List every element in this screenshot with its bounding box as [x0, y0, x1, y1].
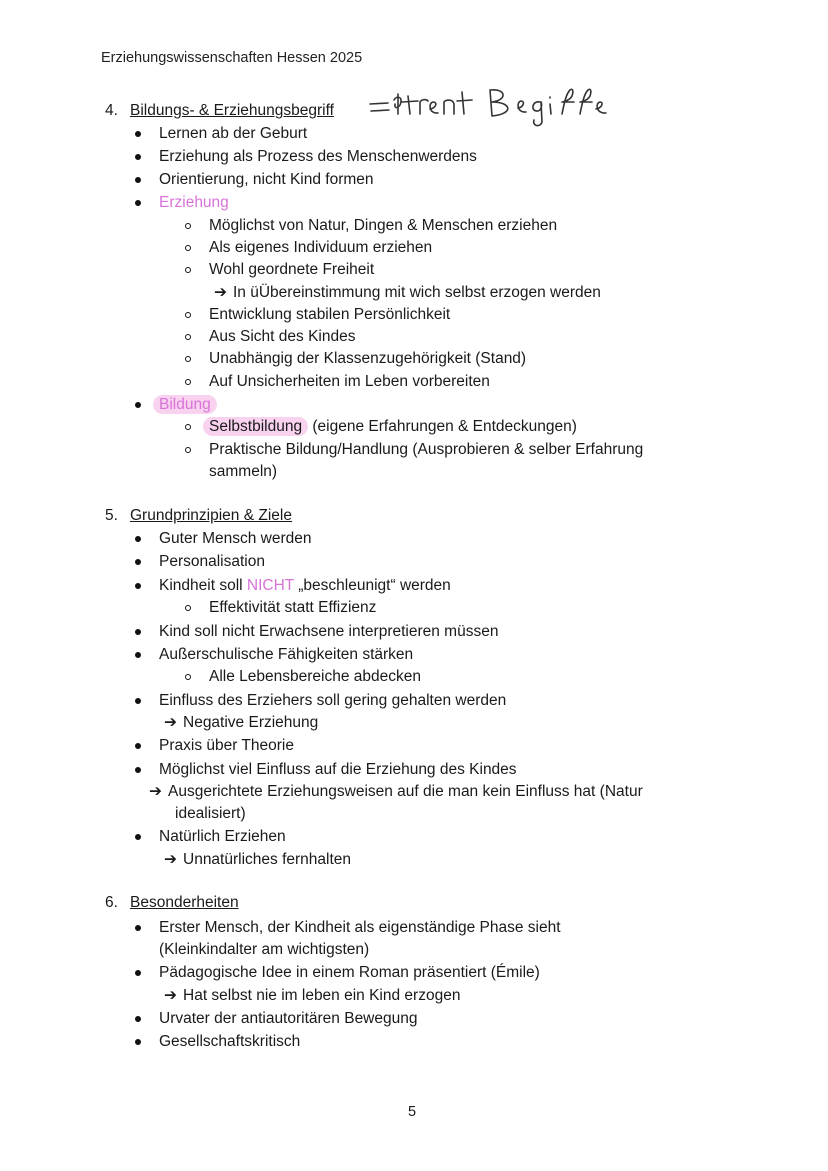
bullet-icon	[135, 925, 141, 931]
section-number: 6.	[105, 894, 118, 911]
list-item: Guter Mensch werden	[159, 530, 312, 547]
sub-bullet-icon	[185, 356, 191, 362]
list-item: Selbstbildung (eigene Erfahrungen & Entdeckungen)	[209, 417, 577, 437]
list-item: Möglichst viel Einfluss auf die Erziehung des Kindes	[159, 761, 517, 778]
list-item: Kindheit soll NICHT „beschleunigt“ werden	[159, 577, 451, 594]
bullet-icon	[135, 154, 141, 160]
bullet-icon	[135, 559, 141, 565]
bullet-icon	[135, 1016, 141, 1022]
sub-bullet-icon	[185, 267, 191, 273]
bullet-icon	[135, 131, 141, 137]
list-item-bildung: Bildung	[159, 395, 217, 415]
sub-bullet-icon	[185, 379, 191, 385]
arrow-item: ➔ Ausgerichtete Erziehungsweisen auf die man kein Einfluss hat (Natur	[149, 783, 643, 800]
arrow-icon: ➔	[164, 714, 177, 731]
bullet-icon	[135, 1039, 141, 1045]
list-item: Wohl geordnete Freiheit	[209, 261, 375, 278]
arrow-icon: ➔	[164, 851, 177, 868]
list-item: Auf Unsicherheiten im Leben vorbereiten	[209, 373, 490, 390]
bullet-icon	[135, 177, 141, 183]
section-title: Bildungs- & Erziehungsbegriff	[130, 102, 334, 119]
bullet-icon	[135, 629, 141, 635]
sub-bullet-icon	[185, 245, 191, 251]
bullet-icon	[135, 652, 141, 658]
arrow-icon: ➔	[164, 987, 177, 1004]
list-item: Einfluss des Erziehers soll gering gehalten werden	[159, 692, 507, 709]
handwritten-annotation	[368, 84, 613, 128]
list-item: Erziehung als Prozess des Menschenwerdens	[159, 148, 477, 165]
list-item: Praxis über Theorie	[159, 737, 294, 754]
list-item: Praktische Bildung/Handlung (Ausprobieren & selber Erfahrung	[209, 441, 644, 458]
bullet-icon	[135, 743, 141, 749]
arrow-item: ➔ Hat selbst nie im leben ein Kind erzogen	[164, 987, 461, 1004]
page-number: 5	[408, 1104, 417, 1120]
section-title: Grundprinzipien & Ziele	[130, 507, 292, 524]
list-item: Kind soll nicht Erwachsene interpretieren müssen	[159, 623, 499, 640]
sub-bullet-icon	[185, 424, 191, 430]
section-number: 5.	[105, 507, 118, 524]
list-item: Effektivität statt Effizienz	[209, 599, 377, 616]
bullet-icon	[135, 970, 141, 976]
list-item-continuation: (Kleinkindalter am wichtigsten)	[159, 941, 370, 958]
bullet-icon	[135, 200, 141, 206]
arrow-item: ➔ Negative Erziehung	[164, 714, 319, 731]
list-item: Entwicklung stabilen Persönlichkeit	[209, 306, 451, 323]
section-title: Besonderheiten	[130, 894, 239, 911]
list-item-continuation: sammeln)	[209, 463, 278, 480]
list-item: Alle Lebensbereiche abdecken	[209, 668, 421, 685]
list-item: Gesellschaftskritisch	[159, 1033, 301, 1050]
bullet-icon	[135, 834, 141, 840]
list-item: Pädagogische Idee in einem Roman präsentiert (Émile)	[159, 964, 540, 981]
list-item-erziehung: Erziehung	[159, 194, 229, 211]
list-item: Natürlich Erziehen	[159, 828, 286, 845]
sub-bullet-icon	[185, 605, 191, 611]
arrow-icon: ➔	[214, 284, 227, 301]
list-item: Außerschulische Fähigkeiten stärken	[159, 646, 414, 663]
list-item: Erster Mensch, der Kindheit als eigenständige Phase sieht	[159, 919, 561, 936]
sub-bullet-icon	[185, 312, 191, 318]
sub-bullet-icon	[185, 674, 191, 680]
list-item: Aus Sicht des Kindes	[209, 328, 356, 345]
list-item: Personalisation	[159, 553, 265, 570]
bullet-icon	[135, 698, 141, 704]
list-item-continuation: idealisiert)	[175, 805, 246, 822]
bullet-icon	[135, 402, 141, 408]
sub-bullet-icon	[185, 334, 191, 340]
arrow-item: ➔ Unnatürliches fernhalten	[164, 851, 352, 868]
arrow-item: ➔ In üÜbereinstimmung mit wich selbst erzogen werden	[214, 284, 601, 301]
sub-bullet-icon	[185, 447, 191, 453]
list-item: Lernen ab der Geburt	[159, 125, 308, 142]
document-header: Erziehungswissenschaften Hessen 2025	[101, 50, 363, 66]
bullet-icon	[135, 583, 141, 589]
section-number: 4.	[105, 102, 118, 119]
list-item: Möglichst von Natur, Dingen & Menschen erziehen	[209, 217, 558, 234]
arrow-icon: ➔	[149, 783, 162, 800]
list-item: Urvater der antiautoritären Bewegung	[159, 1010, 418, 1027]
list-item: Unabhängig der Klassenzugehörigkeit (Stand)	[209, 350, 527, 367]
sub-bullet-icon	[185, 223, 191, 229]
bullet-icon	[135, 536, 141, 542]
bullet-icon	[135, 767, 141, 773]
list-item: Als eigenes Individuum erziehen	[209, 239, 433, 256]
list-item: Orientierung, nicht Kind formen	[159, 171, 374, 188]
